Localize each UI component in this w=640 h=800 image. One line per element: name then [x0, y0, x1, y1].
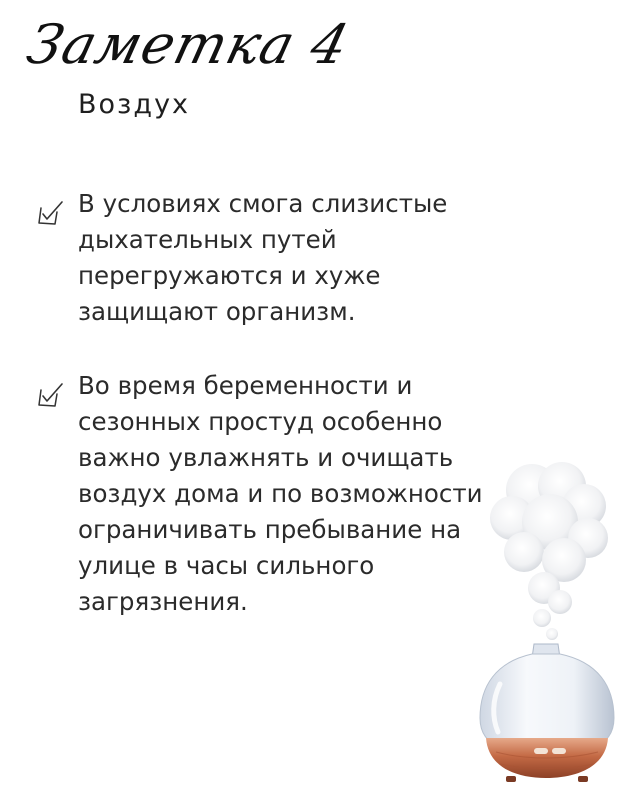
page-title: Заметка 4: [21, 13, 356, 76]
list-item-text: Во время беременности и сезонных простуд особенно важно увлажнять и очищать воздух дома и по возможности ограничивать пребывание на улице в часы сильного загрязнения.: [78, 371, 483, 616]
page-subtitle: Воздух: [78, 89, 191, 120]
check-square-icon: [36, 382, 64, 408]
check-square-icon: [36, 200, 64, 226]
list-item-text: В условиях смога слизистые дыхательных путей перегружаются и хуже защищают организм.: [78, 189, 448, 326]
aroma-humidifier-icon: [466, 448, 628, 792]
